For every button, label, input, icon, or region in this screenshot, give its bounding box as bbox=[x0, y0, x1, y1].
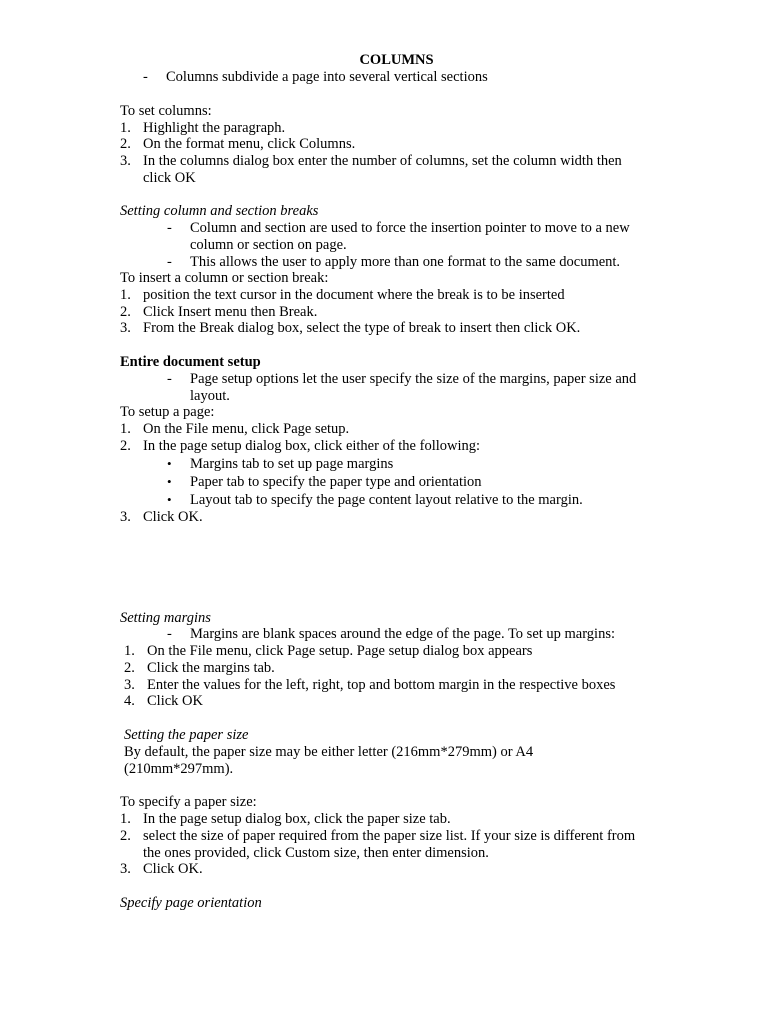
list-item: position the text cursor in the document where the break is to be inserted bbox=[143, 287, 565, 303]
paragraph: This allows the user to apply more than one format to the same document. bbox=[190, 254, 621, 270]
setup-page-heading: To setup a page: bbox=[120, 404, 215, 420]
bullet-item: Margins tab to set up page margins bbox=[190, 456, 394, 472]
paragraph: By default, the paper size may be either letter (216mm*279mm) or A4 bbox=[124, 744, 534, 760]
list-number: 1. bbox=[120, 287, 131, 303]
list-number: 2. bbox=[120, 828, 131, 844]
list-item: Click Insert menu then Break. bbox=[143, 304, 318, 320]
list-item-continuation: click OK bbox=[143, 170, 196, 186]
list-item: On the File menu, click Page setup. Page setup dialog box appears bbox=[147, 643, 533, 659]
bullet-icon: • bbox=[167, 492, 172, 507]
list-item-continuation: the ones provided, click Custom size, then enter dimension. bbox=[143, 845, 489, 861]
dash-marker: - bbox=[167, 371, 172, 387]
list-number: 2. bbox=[120, 136, 131, 152]
dash-marker: - bbox=[167, 220, 172, 236]
list-number: 2. bbox=[120, 304, 131, 320]
list-item: In the page setup dialog box, click either of the following: bbox=[143, 438, 481, 454]
list-item: From the Break dialog box, select the type of break to insert then click OK. bbox=[143, 320, 581, 336]
insert-break-heading: To insert a column or section break: bbox=[120, 270, 329, 286]
section-heading-paper: Setting the paper size bbox=[124, 727, 249, 743]
list-number: 3. bbox=[120, 320, 131, 336]
list-number: 1. bbox=[120, 811, 131, 827]
set-columns-heading: To set columns: bbox=[120, 103, 212, 119]
section-heading-breaks: Setting column and section breaks bbox=[120, 203, 319, 219]
list-item: On the File menu, click Page setup. bbox=[143, 421, 350, 437]
list-number: 1. bbox=[120, 421, 131, 437]
bullet-item: Paper tab to specify the paper type and orientation bbox=[190, 474, 482, 490]
list-item: Click OK. bbox=[143, 509, 203, 525]
list-item: Enter the values for the left, right, top and bottom margin in the respective boxes bbox=[147, 677, 616, 693]
list-number: 3. bbox=[124, 677, 135, 693]
list-number: 4. bbox=[124, 693, 135, 709]
dash-marker: - bbox=[143, 69, 148, 85]
list-item: Click OK bbox=[147, 693, 203, 709]
intro-text: Columns subdivide a page into several vertical sections bbox=[166, 69, 488, 85]
list-item: select the size of paper required from the paper size list. If your size is different from bbox=[143, 828, 636, 844]
bullet-item: Layout tab to specify the page content layout relative to the margin. bbox=[190, 492, 583, 508]
paragraph: Column and section are used to force the insertion pointer to move to a new bbox=[190, 220, 630, 236]
list-number: 2. bbox=[120, 438, 131, 454]
list-number: 1. bbox=[124, 643, 135, 659]
dash-marker: - bbox=[167, 254, 172, 270]
bullet-icon: • bbox=[167, 474, 172, 489]
paragraph: Page setup options let the user specify the size of the margins, paper size and bbox=[190, 371, 637, 387]
list-item: In the page setup dialog box, click the paper size tab. bbox=[143, 811, 451, 827]
section-heading-orientation: Specify page orientation bbox=[120, 895, 262, 911]
paragraph: Margins are blank spaces around the edge of the page. To set up margins: bbox=[190, 626, 616, 642]
list-number: 1. bbox=[120, 120, 131, 136]
list-number: 3. bbox=[120, 153, 131, 169]
section-heading-setup: Entire document setup bbox=[120, 354, 261, 370]
list-number: 3. bbox=[120, 861, 131, 877]
dash-marker: - bbox=[167, 626, 172, 642]
list-item: Click OK. bbox=[143, 861, 203, 877]
paragraph: layout. bbox=[190, 388, 230, 404]
page-title: COLUMNS bbox=[359, 52, 434, 68]
list-item: Click the margins tab. bbox=[147, 660, 275, 676]
list-item: On the format menu, click Columns. bbox=[143, 136, 356, 152]
list-number: 2. bbox=[124, 660, 135, 676]
list-item: Highlight the paragraph. bbox=[143, 120, 286, 136]
paragraph: column or section on page. bbox=[190, 237, 347, 253]
paragraph: (210mm*297mm). bbox=[124, 761, 234, 777]
list-item: In the columns dialog box enter the number of columns, set the column width then bbox=[143, 153, 622, 169]
specify-paper-heading: To specify a paper size: bbox=[120, 794, 257, 810]
bullet-icon: • bbox=[167, 456, 172, 471]
list-number: 3. bbox=[120, 509, 131, 525]
section-heading-margins: Setting margins bbox=[120, 610, 211, 626]
